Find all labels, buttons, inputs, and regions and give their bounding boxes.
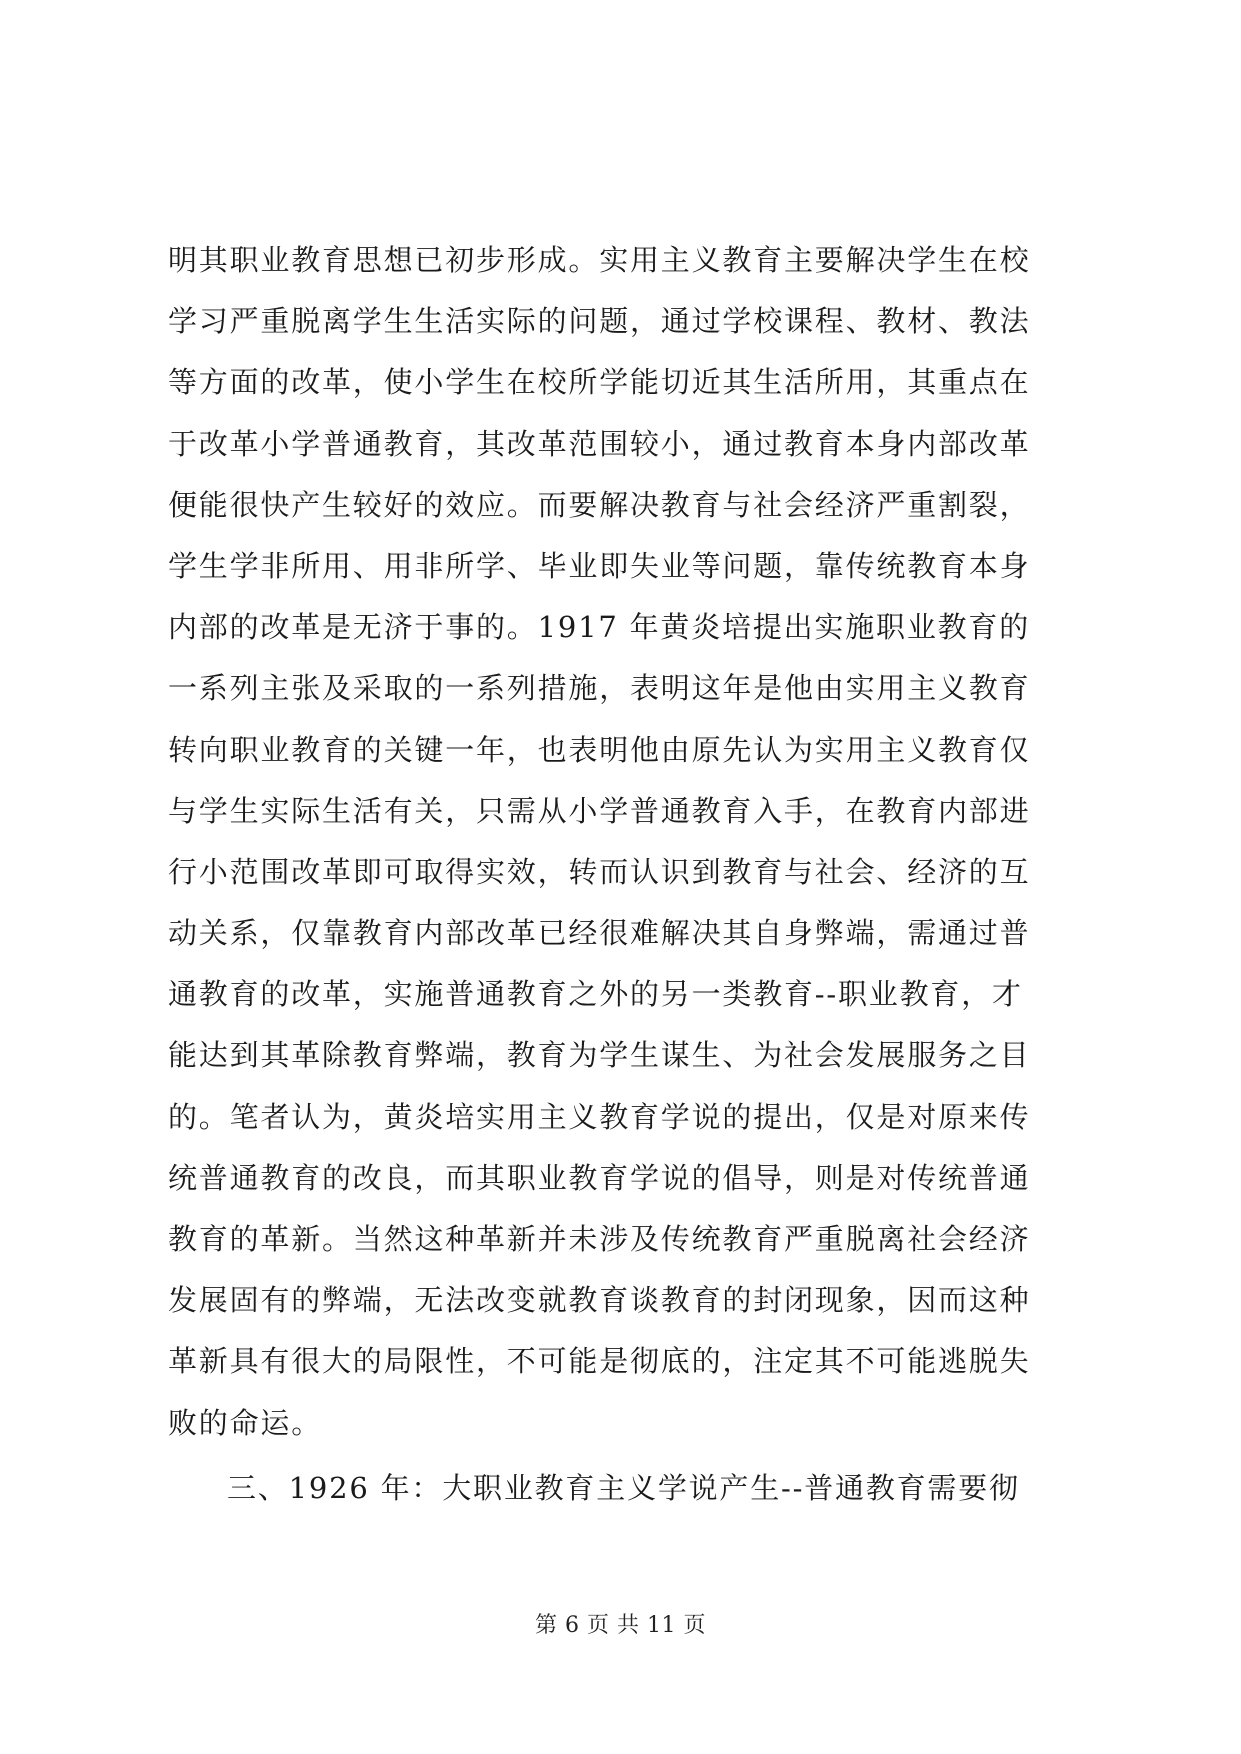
text-line: 的。笔者认为，黄炎培实用主义教育学说的提出，仅是对原来传 (168, 1099, 1031, 1134)
text-line: 等方面的改革，使小学生在校所学能切近其生活所用，其重点在 (168, 365, 1031, 400)
text-line: 动关系，仅靠教育内部改革已经很难解决其自身弊端，需通过普 (168, 916, 1031, 951)
section-heading: 三、1926 年：大职业教育主义学说产生--普通教育需要彻 (227, 1470, 1020, 1505)
body-text (168, 230, 1098, 1519)
text-line: 发展固有的弊端，无法改变就教育谈教育的封闭现象，因而这种 (168, 1283, 1031, 1318)
text-line: 便能很快产生较好的效应。而要解决教育与社会经济严重割裂， (168, 487, 1031, 522)
text-line: 一系列主张及采取的一系列措施，表明这年是他由实用主义教育 (168, 671, 1031, 706)
text-line: 内部的改革是无济于事的。1917 年黄炎培提出实施职业教育的 (168, 610, 1031, 645)
text-line: 统普通教育的改良，而其职业教育学说的倡导，则是对传统普通 (168, 1160, 1031, 1195)
text-line: 教育的革新。当然这种革新并未涉及传统教育严重脱离社会经济 (168, 1222, 1031, 1256)
text-line: 行小范围改革即可取得实效，转而认识到教育与社会、经济的互 (168, 854, 1031, 889)
text-line: 学生学非所用、用非所学、毕业即失业等问题，靠传统教育本身 (168, 548, 1031, 583)
text-line: 通教育的改革，实施普通教育之外的另一类教育--职业教育，才 (168, 977, 1023, 1012)
text-line: 能达到其革除教育弊端，教育为学生谋生、为社会发展服务之目 (168, 1038, 1031, 1073)
text-line: 学习严重脱离学生生活实际的问题，通过学校课程、教材、教法 (168, 304, 1031, 339)
text-line: 与学生实际生活有关，只需从小学普通教育入手，在教育内部进 (168, 793, 1031, 828)
page-number-footer: 第 6 页 共 11 页 (535, 1613, 706, 1638)
text-line: 革新具有很大的局限性，不可能是彻底的，注定其不可能逃脱失 (168, 1344, 1031, 1379)
text-line: 转向职业教育的关键一年，也表明他由原先认为实用主义教育仅 (168, 732, 1031, 767)
text-line: 于改革小学普通教育，其改革范围较小，通过教育本身内部改革 (168, 426, 1031, 461)
text-line: 败的命运。 (168, 1405, 323, 1440)
text-line: 明其职业教育思想已初步形成。实用主义教育主要解决学生在校 (168, 243, 1031, 277)
